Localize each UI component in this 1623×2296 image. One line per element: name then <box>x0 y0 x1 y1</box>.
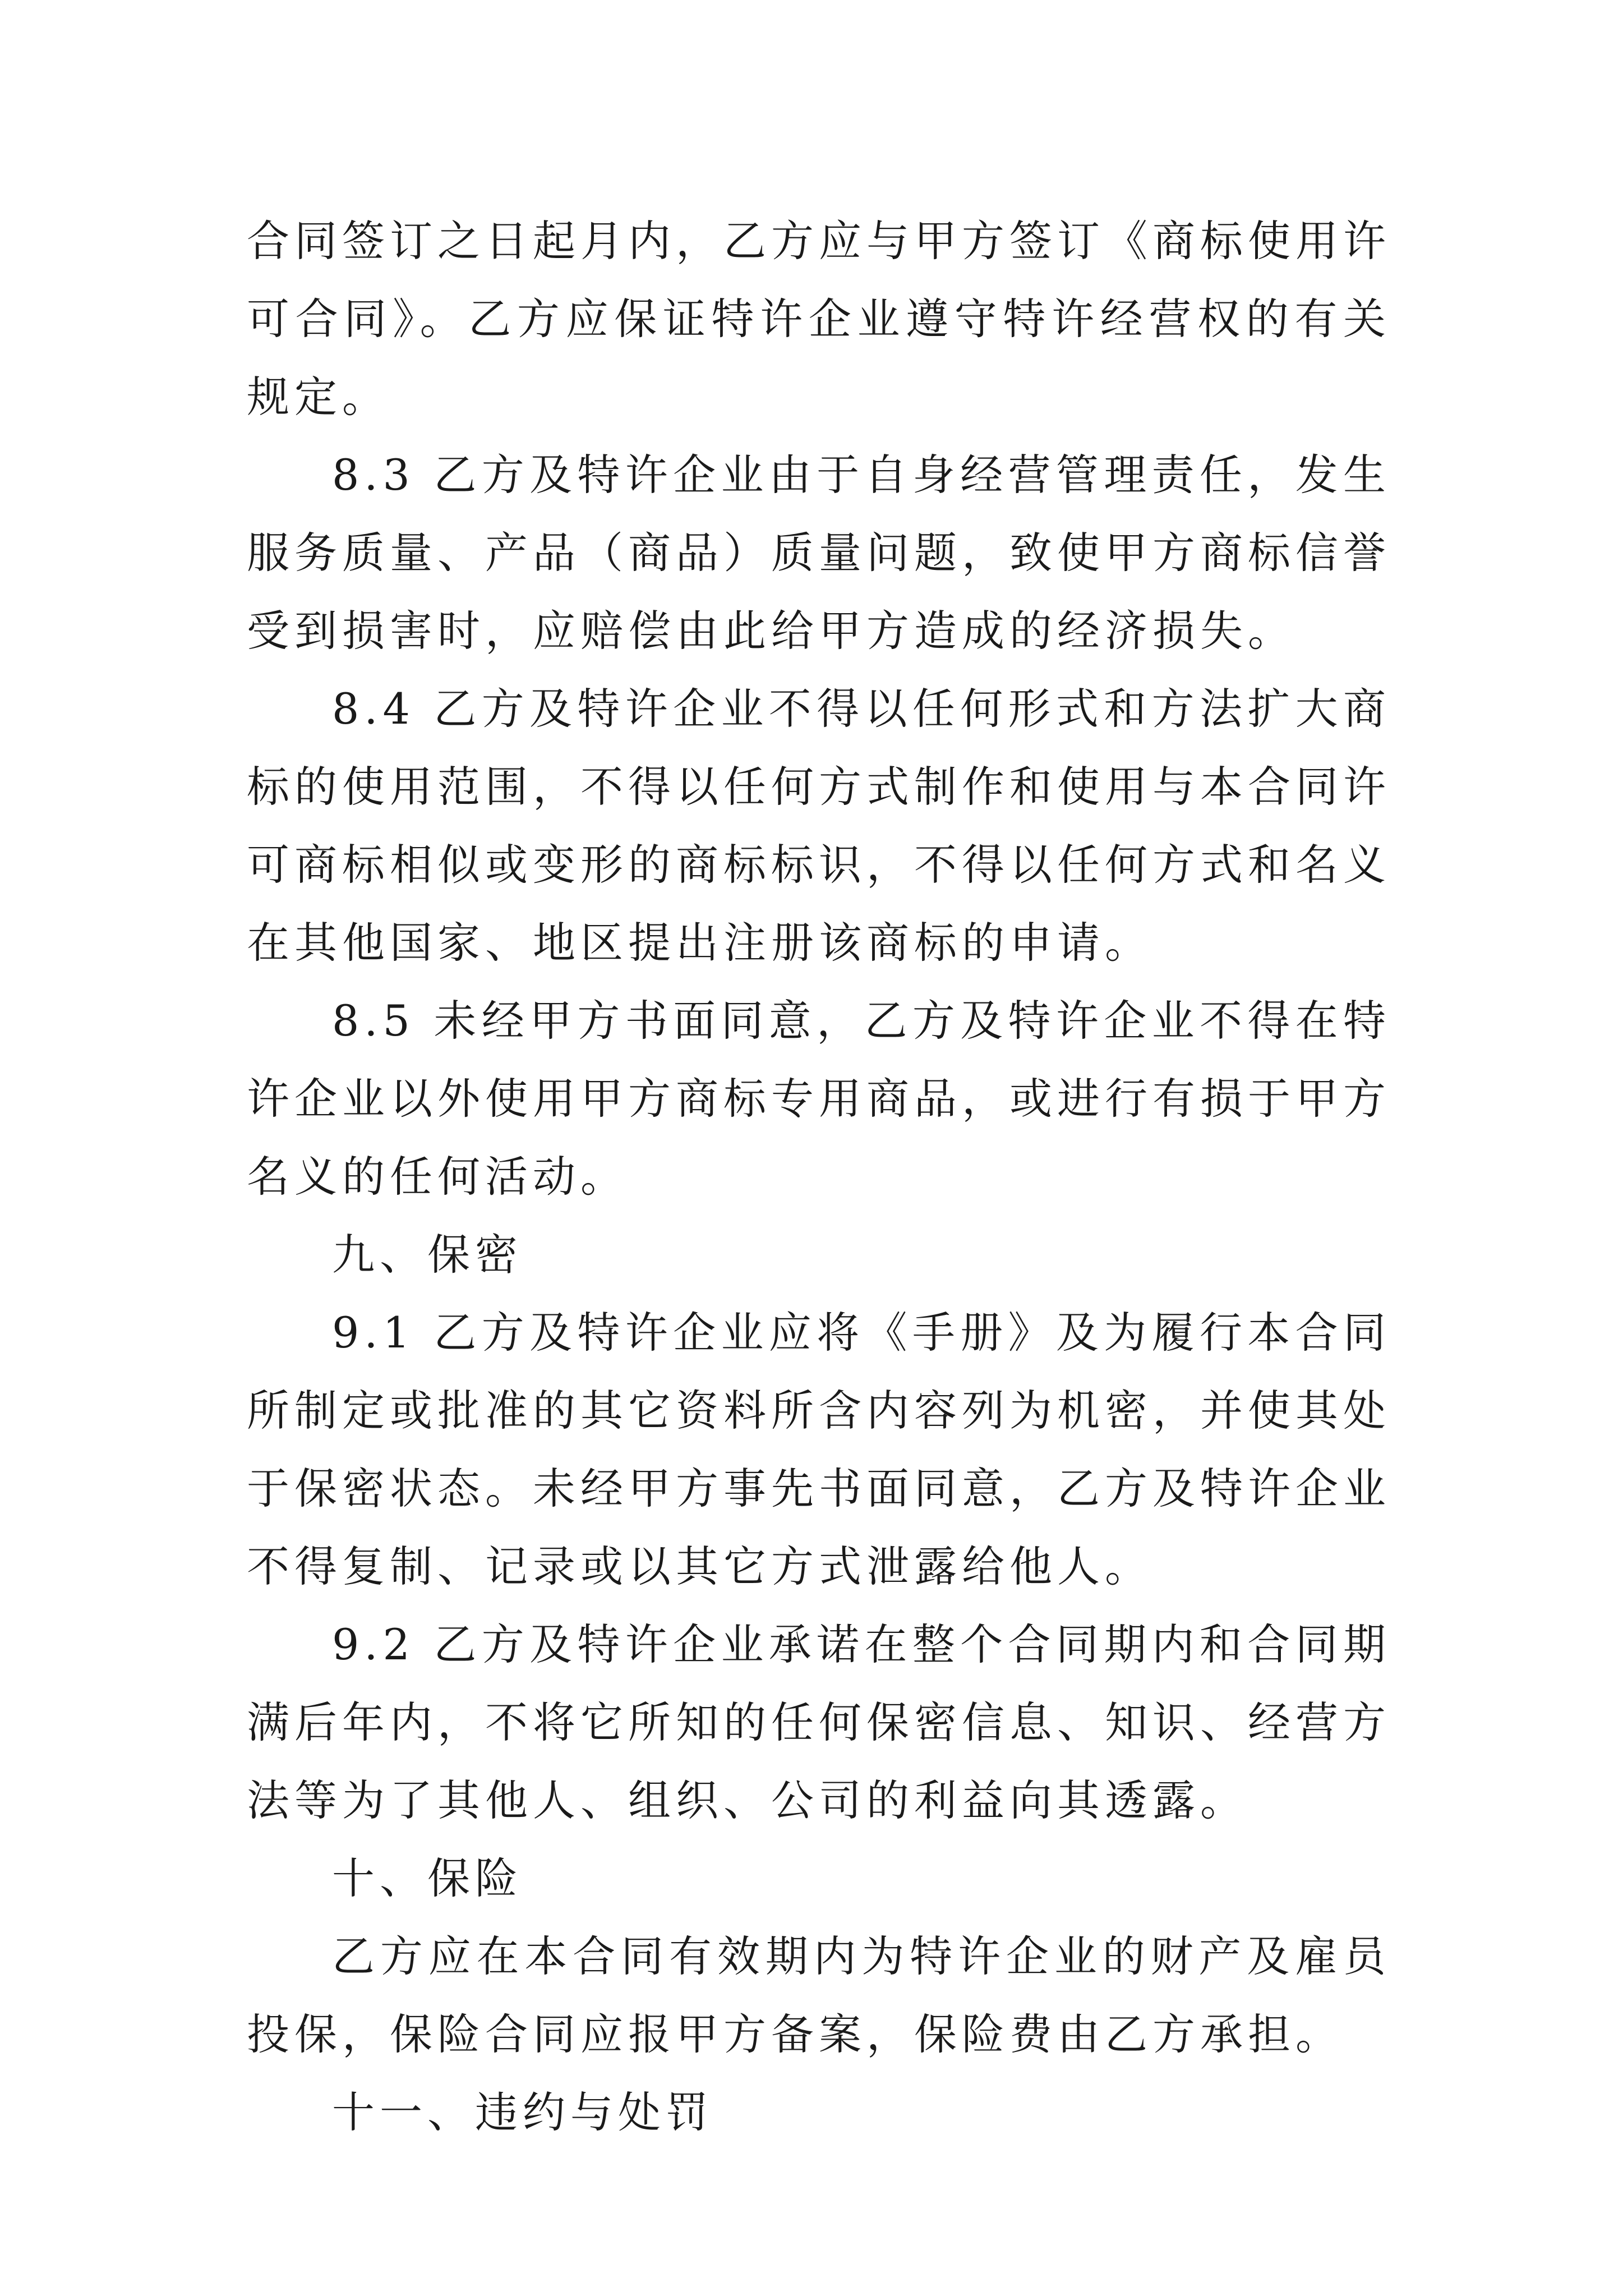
section-heading-11-breach-penalty: 十一、违约与处罚 <box>332 2087 713 2137</box>
paragraph-8-2-continuation: 合同签订之日起月内，乙方应与甲方签订《商标使用许可合同》。乙方应保证特许企业遵守特许经营权的有关规定。 <box>247 216 1391 422</box>
paragraph-9-1: 9.1 乙方及特许企业应将《手册》及为履行本合同所制定或批准的其它资料所含内容列为机密，并使其处于保密状态。未经甲方事先书面同意，乙方及特许企业不得复制、记录或以其它方式泄露给他人。 <box>247 1308 1391 1591</box>
section-heading-9-confidentiality: 九、保密 <box>332 1230 523 1280</box>
document-body <box>247 202 1391 2151</box>
section-heading-10-insurance: 十、保险 <box>332 1853 523 1903</box>
paragraph-8-5: 8.5 未经甲方书面同意，乙方及特许企业不得在特许企业以外使用甲方商标专用商品，或进行有损于甲方名义的任何活动。 <box>247 996 1391 1202</box>
paragraph-10: 乙方应在本合同有效期内为特许企业的财产及雇员投保，保险合同应报甲方备案，保险费由乙方承担。 <box>247 1931 1391 2059</box>
paragraph-8-4: 8.4 乙方及特许企业不得以任何形式和方法扩大商标的使用范围，不得以任何方式制作和使用与本合同许可商标相似或变形的商标标识，不得以任何方式和名义在其他国家、地区提出注册该商标的申请。 <box>247 684 1391 968</box>
paragraph-8-3: 8.3 乙方及特许企业由于自身经营管理责任，发生服务质量、产品（商品）质量问题，致使甲方商标信誉受到损害时，应赔偿由此给甲方造成的经济损失。 <box>247 450 1391 656</box>
paragraph-9-2: 9.2 乙方及特许企业承诺在整个合同期内和合同期满后年内，不将它所知的任何保密信息、知识、经营方法等为了其他人、组织、公司的利益向其透露。 <box>247 1619 1391 1825</box>
